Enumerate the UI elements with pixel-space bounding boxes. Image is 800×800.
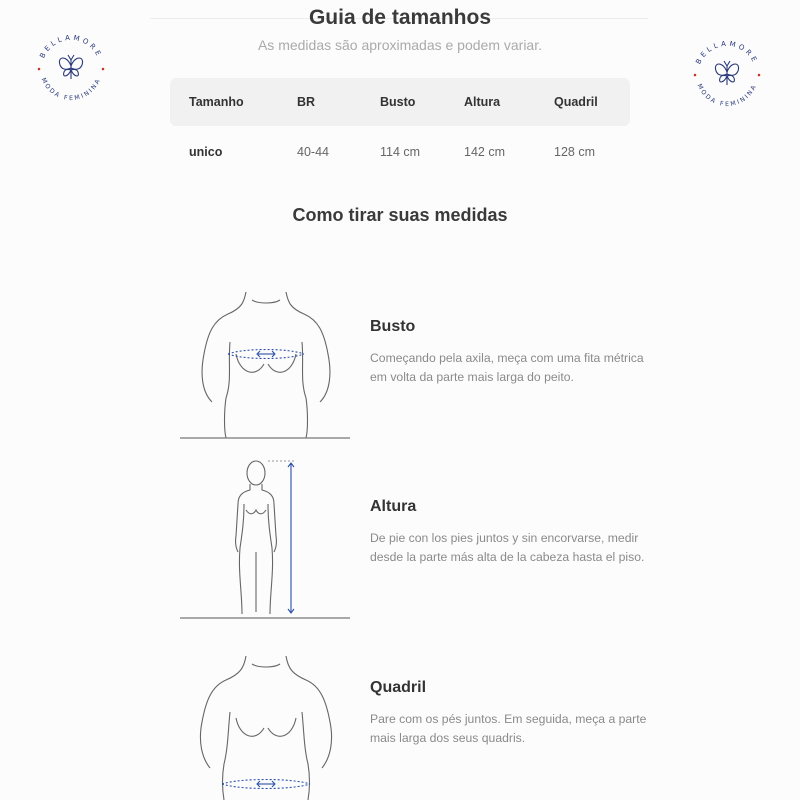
cell-size: unico [189,145,223,159]
page-subtitle: As medidas são aproximadas e podem variar. [257,37,543,53]
measure-desc-altura: De pie con los pies juntos y sin encorvarse, medir desde la parte más alta de la cabeza hasta el piso. [370,531,645,564]
how-to-measure-title: Como tirar suas medidas [292,205,508,225]
cell-quadril: 128 cm [554,145,595,159]
header-cell-busto: Busto [380,95,416,109]
hip-figure-icon [180,652,350,800]
logo-text-top: BELLAMORE [38,33,104,60]
header-cell-altura: Altura [464,95,501,109]
bust-figure-icon [180,280,350,445]
butterfly-logo-icon [30,28,112,110]
logo-text-bottom: MODA FEMININA [39,76,103,103]
svg-text:MODA FEMININA [696,83,759,108]
butterfly-logo-icon [686,34,768,116]
svg-text:BELLAMORE [38,34,103,60]
measure-busto [0,280,800,450]
cell-br: 40-44 [297,145,329,159]
page-title: Guia de tamanhos [308,6,492,29]
svg-text:MODA FEMININA [40,77,103,102]
table-header-row [170,78,630,126]
measure-quadril [0,640,800,800]
cell-busto: 114 cm [380,145,421,159]
measure-desc-busto: Começando pela axila, meça com uma fita métrica em volta da parte mais larga do peito. [370,351,644,384]
logo-text-bottom: MODA FEMININA [695,82,759,109]
header-cell-tamanho: Tamanho [189,95,244,109]
brand-logo-left [30,28,112,110]
measure-title-altura: Altura [370,498,417,515]
svg-text:BELLAMORE [694,40,759,66]
size-table [170,78,630,178]
measure-desc-quadril: Pare com os pés juntos. Em seguida, meça a parte mais larga dos seus quadris. [370,712,647,745]
logo-text-top: BELLAMORE [694,39,760,66]
measure-altura [0,452,800,627]
table-row [170,126,630,178]
header-cell-quadril: Quadril [554,95,598,109]
measure-title-busto: Busto [370,318,416,335]
measure-title-quadril: Quadril [370,679,427,696]
header-cell-br: BR [297,95,316,109]
cell-altura: 142 cm [464,145,505,159]
brand-logo-right [686,34,768,116]
height-figure-icon [180,452,350,624]
